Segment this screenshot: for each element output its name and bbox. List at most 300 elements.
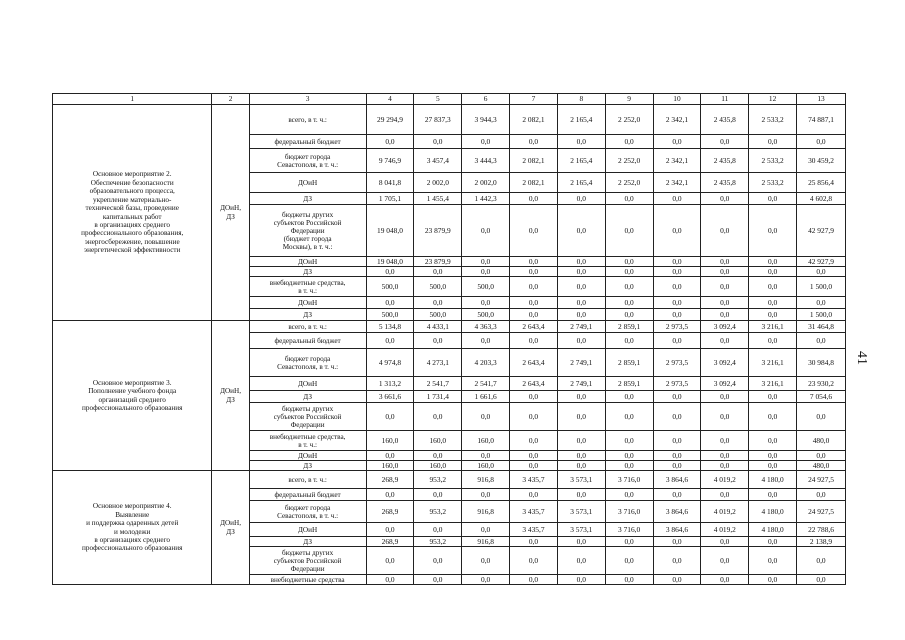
funding-source: ДОиН [249, 173, 366, 193]
year-value: 0,0 [605, 205, 653, 257]
year-value: 0,0 [701, 297, 749, 309]
funding-source: федеральный бюджет [249, 333, 366, 349]
year-value: 3 864,6 [653, 523, 701, 537]
funding-source: всего, в т. ч.: [249, 471, 366, 489]
year-value: 3 457,4 [414, 149, 462, 173]
year-value: 0,0 [701, 403, 749, 431]
year-value: 0,0 [414, 523, 462, 537]
table-row [53, 105, 846, 135]
year-value: 0,0 [510, 205, 558, 257]
year-value: 0,0 [701, 431, 749, 451]
year-value: 0,0 [653, 537, 701, 547]
year-value: 0,0 [557, 257, 605, 267]
year-value: 0,0 [653, 391, 701, 403]
year-value: 0,0 [749, 297, 797, 309]
total-value: 1 500,0 [797, 277, 846, 297]
year-value: 0,0 [462, 451, 510, 461]
funding-source: ДОиН [249, 257, 366, 267]
year-value: 1 442,3 [462, 193, 510, 205]
year-value: 953,2 [414, 471, 462, 489]
year-value: 3 573,1 [557, 523, 605, 537]
executor-cell: ДОиН, ДЗ [212, 321, 249, 471]
year-value: 4 974,8 [366, 349, 414, 377]
year-value: 3 864,6 [653, 471, 701, 489]
total-value: 0,0 [797, 575, 846, 585]
year-value: 3 216,1 [749, 349, 797, 377]
year-value: 2 973,5 [653, 321, 701, 333]
year-value: 0,0 [557, 309, 605, 321]
year-value: 0,0 [653, 333, 701, 349]
year-value: 0,0 [653, 309, 701, 321]
year-value: 160,0 [366, 461, 414, 471]
year-value: 3 573,1 [557, 501, 605, 523]
total-value: 4 602,8 [797, 193, 846, 205]
year-value: 2 533,2 [749, 149, 797, 173]
year-value: 0,0 [749, 403, 797, 431]
total-value: 42 927,9 [797, 205, 846, 257]
column-number-13: 13 [797, 94, 846, 105]
year-value: 3 444,3 [462, 149, 510, 173]
total-value: 7 054,6 [797, 391, 846, 403]
year-value: 0,0 [701, 391, 749, 403]
year-value: 2 541,7 [414, 377, 462, 391]
year-value: 500,0 [414, 309, 462, 321]
year-value: 0,0 [557, 267, 605, 277]
year-value: 0,0 [701, 537, 749, 547]
year-value: 0,0 [366, 135, 414, 149]
funding-source: всего, в т. ч.: [249, 321, 366, 333]
year-value: 0,0 [749, 547, 797, 575]
year-value: 2 165,4 [557, 173, 605, 193]
year-value: 2 435,8 [701, 149, 749, 173]
year-value: 2 342,1 [653, 173, 701, 193]
year-value: 0,0 [414, 267, 462, 277]
year-value: 0,0 [653, 431, 701, 451]
year-value: 0,0 [557, 205, 605, 257]
year-value: 0,0 [414, 333, 462, 349]
year-value: 0,0 [701, 193, 749, 205]
total-value: 480,0 [797, 461, 846, 471]
year-value: 0,0 [510, 575, 558, 585]
year-value: 500,0 [462, 277, 510, 297]
year-value: 0,0 [653, 451, 701, 461]
year-value: 0,0 [557, 135, 605, 149]
total-value: 23 930,2 [797, 377, 846, 391]
funding-source: бюджеты других субъектов Российской Федерации [249, 547, 366, 575]
year-value: 3 661,6 [366, 391, 414, 403]
year-value: 0,0 [510, 297, 558, 309]
year-value: 0,0 [414, 403, 462, 431]
year-value: 268,9 [366, 537, 414, 547]
year-value: 0,0 [605, 575, 653, 585]
total-value: 30 459,2 [797, 149, 846, 173]
year-value: 0,0 [605, 537, 653, 547]
year-value: 953,2 [414, 537, 462, 547]
year-value: 0,0 [557, 277, 605, 297]
funding-source: ДЗ [249, 461, 366, 471]
total-value: 480,0 [797, 431, 846, 451]
column-number-12: 12 [749, 94, 797, 105]
year-value: 1 661,6 [462, 391, 510, 403]
year-value: 0,0 [414, 575, 462, 585]
column-number-11: 11 [701, 94, 749, 105]
funding-source: ДЗ [249, 309, 366, 321]
year-value: 0,0 [701, 575, 749, 585]
year-value: 0,0 [510, 277, 558, 297]
funding-source: ДОиН [249, 297, 366, 309]
year-value: 2 342,1 [653, 105, 701, 135]
year-value: 0,0 [414, 451, 462, 461]
year-value: 0,0 [510, 537, 558, 547]
year-value: 0,0 [749, 431, 797, 451]
year-value: 0,0 [366, 523, 414, 537]
year-value: 0,0 [653, 575, 701, 585]
year-value: 2 252,0 [605, 105, 653, 135]
year-value: 2 342,1 [653, 149, 701, 173]
year-value: 0,0 [701, 205, 749, 257]
year-value: 2 973,5 [653, 349, 701, 377]
column-number-3: 3 [249, 94, 366, 105]
year-value: 0,0 [605, 403, 653, 431]
funding-source: ДЗ [249, 391, 366, 403]
year-value: 3 716,0 [605, 523, 653, 537]
year-value: 0,0 [510, 451, 558, 461]
year-value: 0,0 [749, 193, 797, 205]
year-value: 0,0 [366, 403, 414, 431]
year-value: 9 746,9 [366, 149, 414, 173]
year-value: 0,0 [557, 391, 605, 403]
year-value: 0,0 [605, 309, 653, 321]
total-value: 0,0 [797, 135, 846, 149]
year-value: 2 435,8 [701, 105, 749, 135]
year-value: 3 435,7 [510, 523, 558, 537]
year-value: 0,0 [605, 267, 653, 277]
year-value: 2 643,4 [510, 321, 558, 333]
year-value: 916,8 [462, 501, 510, 523]
total-value: 1 500,0 [797, 309, 846, 321]
year-value: 500,0 [414, 277, 462, 297]
year-value: 0,0 [653, 267, 701, 277]
year-value: 0,0 [701, 461, 749, 471]
year-value: 2 859,1 [605, 349, 653, 377]
year-value: 3 716,0 [605, 501, 653, 523]
year-value: 0,0 [749, 205, 797, 257]
funding-source: федеральный бюджет [249, 135, 366, 149]
total-value: 0,0 [797, 489, 846, 501]
year-value: 160,0 [462, 461, 510, 471]
year-value: 2 859,1 [605, 321, 653, 333]
year-value: 0,0 [749, 461, 797, 471]
year-value: 916,8 [462, 537, 510, 547]
year-value: 0,0 [749, 575, 797, 585]
year-value: 0,0 [605, 257, 653, 267]
table-row [53, 321, 846, 333]
year-value: 2 082,1 [510, 173, 558, 193]
funding-source: внебюджетные средства [249, 575, 366, 585]
year-value: 0,0 [557, 403, 605, 431]
column-number-6: 6 [462, 94, 510, 105]
year-value: 2 165,4 [557, 105, 605, 135]
year-value: 4 180,0 [749, 523, 797, 537]
funding-source: ДЗ [249, 537, 366, 547]
year-value: 0,0 [605, 461, 653, 471]
year-value: 0,0 [510, 403, 558, 431]
year-value: 160,0 [414, 431, 462, 451]
activity-title: Основное мероприятие 3. Пополнение учебного фонда организаций среднего профессионального образования [53, 321, 212, 471]
year-value: 0,0 [701, 135, 749, 149]
activity-title: Основное мероприятие 2. Обеспечение безопасности образовательного процесса, укрепление материально- технической базы, проведение капитальных работ в организациях среднего профессионального образования, энергосбережение, повышение энергетической эффективности [53, 105, 212, 321]
year-value: 8 041,8 [366, 173, 414, 193]
year-value: 2 973,5 [653, 377, 701, 391]
year-value: 3 435,7 [510, 501, 558, 523]
year-value: 0,0 [557, 193, 605, 205]
year-value: 0,0 [701, 309, 749, 321]
year-value: 0,0 [462, 547, 510, 575]
year-value: 2 533,2 [749, 105, 797, 135]
year-value: 0,0 [510, 391, 558, 403]
column-number-9: 9 [605, 94, 653, 105]
total-value: 2 138,9 [797, 537, 846, 547]
year-value: 0,0 [557, 461, 605, 471]
year-value: 4 019,2 [701, 523, 749, 537]
year-value: 0,0 [414, 135, 462, 149]
year-value: 0,0 [510, 431, 558, 451]
page-number: 41 [854, 351, 869, 365]
table-body [53, 94, 846, 585]
year-value: 2 082,1 [510, 149, 558, 173]
year-value: 2 082,1 [510, 105, 558, 135]
year-value: 3 216,1 [749, 321, 797, 333]
year-value: 23 879,9 [414, 257, 462, 267]
year-value: 0,0 [557, 537, 605, 547]
year-value: 0,0 [701, 267, 749, 277]
total-value: 24 927,5 [797, 501, 846, 523]
total-value: 30 984,8 [797, 349, 846, 377]
year-value: 3 092,4 [701, 377, 749, 391]
total-value: 0,0 [797, 547, 846, 575]
year-value: 0,0 [462, 489, 510, 501]
header-row [53, 94, 846, 105]
year-value: 2 002,0 [414, 173, 462, 193]
year-value: 0,0 [462, 135, 510, 149]
year-value: 268,9 [366, 501, 414, 523]
year-value: 2 435,8 [701, 173, 749, 193]
year-value: 0,0 [414, 547, 462, 575]
year-value: 0,0 [510, 547, 558, 575]
year-value: 0,0 [462, 297, 510, 309]
year-value: 0,0 [605, 489, 653, 501]
year-value: 0,0 [510, 135, 558, 149]
funding-source: ДОиН [249, 377, 366, 391]
year-value: 1 705,1 [366, 193, 414, 205]
funding-source: бюджеты других субъектов Российской Федерации [249, 403, 366, 431]
year-value: 23 879,9 [414, 205, 462, 257]
year-value: 0,0 [749, 267, 797, 277]
year-value: 160,0 [462, 431, 510, 451]
year-value: 2 533,2 [749, 173, 797, 193]
year-value: 4 180,0 [749, 471, 797, 489]
year-value: 916,8 [462, 471, 510, 489]
year-value: 0,0 [701, 277, 749, 297]
activity-title: Основное мероприятие 4. Выявление и поддержка одаренных детей и молодежи в организациях среднего профессионального образования [53, 471, 212, 585]
year-value: 3 092,4 [701, 349, 749, 377]
year-value: 0,0 [605, 391, 653, 403]
year-value: 2 749,1 [557, 349, 605, 377]
year-value: 0,0 [557, 431, 605, 451]
year-value: 1 455,4 [414, 193, 462, 205]
column-number-5: 5 [414, 94, 462, 105]
year-value: 160,0 [366, 431, 414, 451]
funding-source: ДЗ [249, 193, 366, 205]
year-value: 0,0 [557, 489, 605, 501]
year-value: 0,0 [557, 547, 605, 575]
year-value: 19 048,0 [366, 257, 414, 267]
year-value: 0,0 [366, 297, 414, 309]
year-value: 2 002,0 [462, 173, 510, 193]
year-value: 0,0 [510, 489, 558, 501]
funding-source: всего, в т. ч.: [249, 105, 366, 135]
total-value: 42 927,9 [797, 257, 846, 267]
column-number-1: 1 [53, 94, 212, 105]
year-value: 500,0 [462, 309, 510, 321]
year-value: 2 859,1 [605, 377, 653, 391]
year-value: 0,0 [366, 547, 414, 575]
total-value: 0,0 [797, 297, 846, 309]
funding-source: бюджет города Севастополя, в т. ч.: [249, 149, 366, 173]
total-value: 0,0 [797, 333, 846, 349]
year-value: 0,0 [653, 489, 701, 501]
year-value: 0,0 [462, 257, 510, 267]
year-value: 0,0 [414, 489, 462, 501]
column-number-4: 4 [366, 94, 414, 105]
year-value: 2 165,4 [557, 149, 605, 173]
funding-source: ДОиН [249, 523, 366, 537]
year-value: 0,0 [749, 489, 797, 501]
year-value: 29 294,9 [366, 105, 414, 135]
year-value: 0,0 [462, 523, 510, 537]
year-value: 0,0 [557, 297, 605, 309]
year-value: 0,0 [414, 297, 462, 309]
year-value: 2 749,1 [557, 377, 605, 391]
year-value: 0,0 [701, 257, 749, 267]
funding-source: бюджеты других субъектов Российской Федерации (бюджет города Москвы), в т. ч.: [249, 205, 366, 257]
total-value: 24 927,5 [797, 471, 846, 489]
year-value: 0,0 [366, 489, 414, 501]
year-value: 0,0 [653, 547, 701, 575]
column-number-2: 2 [212, 94, 249, 105]
year-value: 0,0 [510, 309, 558, 321]
year-value: 1 313,2 [366, 377, 414, 391]
year-value: 0,0 [749, 391, 797, 403]
year-value: 1 731,4 [414, 391, 462, 403]
total-value: 22 788,6 [797, 523, 846, 537]
year-value: 0,0 [653, 297, 701, 309]
funding-source: ДЗ [249, 267, 366, 277]
total-value: 74 887,1 [797, 105, 846, 135]
year-value: 0,0 [462, 267, 510, 277]
year-value: 0,0 [605, 277, 653, 297]
year-value: 4 363,3 [462, 321, 510, 333]
year-value: 0,0 [366, 451, 414, 461]
year-value: 0,0 [749, 277, 797, 297]
funding-source: внебюджетные средства, в т. ч.: [249, 277, 366, 297]
year-value: 4 019,2 [701, 501, 749, 523]
year-value: 0,0 [557, 333, 605, 349]
table-row [53, 471, 846, 489]
year-value: 2 749,1 [557, 321, 605, 333]
year-value: 0,0 [366, 333, 414, 349]
year-value: 0,0 [510, 333, 558, 349]
year-value: 0,0 [605, 431, 653, 451]
funding-source: бюджет города Севастополя, в т. ч.: [249, 501, 366, 523]
year-value: 2 252,0 [605, 149, 653, 173]
funding-source: ДОиН [249, 451, 366, 461]
year-value: 3 573,1 [557, 471, 605, 489]
year-value: 160,0 [414, 461, 462, 471]
year-value: 0,0 [510, 193, 558, 205]
year-value: 0,0 [605, 297, 653, 309]
total-value: 25 856,4 [797, 173, 846, 193]
year-value: 4 180,0 [749, 501, 797, 523]
year-value: 500,0 [366, 277, 414, 297]
executor-cell: ДОиН, ДЗ [212, 105, 249, 321]
funding-source: бюджет города Севастополя, в т. ч.: [249, 349, 366, 377]
year-value: 0,0 [510, 267, 558, 277]
year-value: 0,0 [701, 333, 749, 349]
year-value: 0,0 [749, 309, 797, 321]
year-value: 27 837,3 [414, 105, 462, 135]
executor-cell: ДОиН, ДЗ [212, 471, 249, 585]
year-value: 0,0 [557, 451, 605, 461]
year-value: 0,0 [749, 135, 797, 149]
column-number-7: 7 [510, 94, 558, 105]
year-value: 0,0 [605, 451, 653, 461]
year-value: 4 203,3 [462, 349, 510, 377]
year-value: 2 643,4 [510, 377, 558, 391]
total-value: 0,0 [797, 267, 846, 277]
total-value: 0,0 [797, 403, 846, 431]
year-value: 0,0 [366, 267, 414, 277]
year-value: 0,0 [749, 257, 797, 267]
column-number-8: 8 [557, 94, 605, 105]
year-value: 0,0 [749, 451, 797, 461]
year-value: 0,0 [462, 205, 510, 257]
year-value: 0,0 [462, 575, 510, 585]
year-value: 0,0 [653, 277, 701, 297]
year-value: 0,0 [557, 575, 605, 585]
year-value: 3 716,0 [605, 471, 653, 489]
year-value: 4 433,1 [414, 321, 462, 333]
year-value: 0,0 [749, 333, 797, 349]
year-value: 0,0 [653, 257, 701, 267]
year-value: 0,0 [605, 547, 653, 575]
year-value: 0,0 [653, 193, 701, 205]
funding-source: внебюджетные средства, в т. ч.: [249, 431, 366, 451]
year-value: 0,0 [510, 461, 558, 471]
year-value: 3 435,7 [510, 471, 558, 489]
year-value: 4 019,2 [701, 471, 749, 489]
year-value: 2 541,7 [462, 377, 510, 391]
year-value: 0,0 [605, 135, 653, 149]
year-value: 3 216,1 [749, 377, 797, 391]
year-value: 0,0 [462, 403, 510, 431]
year-value: 0,0 [605, 333, 653, 349]
year-value: 500,0 [366, 309, 414, 321]
total-value: 0,0 [797, 451, 846, 461]
year-value: 0,0 [701, 451, 749, 461]
year-value: 0,0 [749, 537, 797, 547]
column-number-10: 10 [653, 94, 701, 105]
